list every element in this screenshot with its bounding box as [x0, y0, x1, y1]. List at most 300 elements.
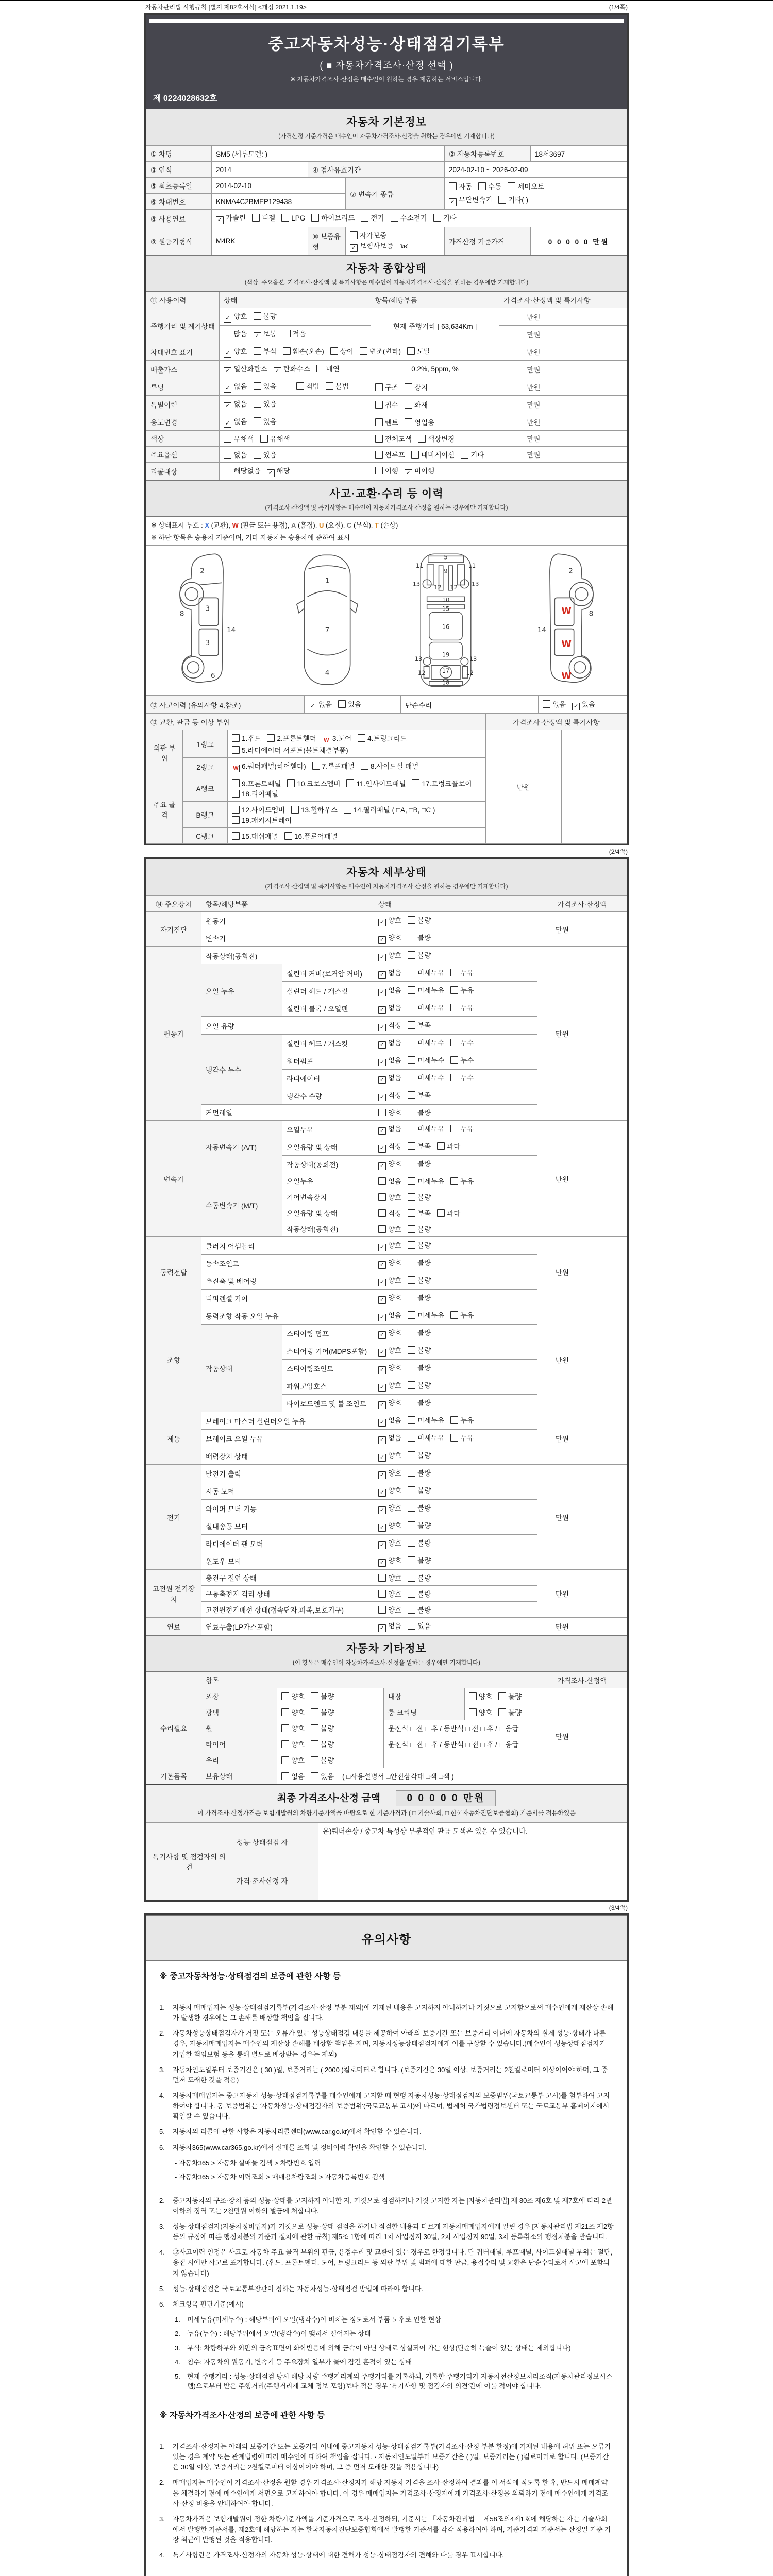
checkbox-12.사이드멤버[interactable]	[232, 806, 240, 814]
checkbox-미이행[interactable]: ✓	[405, 469, 412, 477]
checkbox-13.휠하우스[interactable]	[291, 806, 299, 814]
state-cell	[374, 1618, 537, 1635]
checkbox-불량[interactable]	[498, 1692, 506, 1700]
note-cell	[568, 361, 627, 378]
checkbox-렌트[interactable]	[375, 418, 383, 426]
checkbox-불량[interactable]	[408, 1276, 415, 1284]
checkbox-자동[interactable]	[449, 182, 457, 190]
notice-number: 2.	[159, 2029, 165, 2038]
category-label: 외판 부위	[146, 730, 183, 775]
checkbox-양호[interactable]: ✓	[378, 1401, 386, 1409]
notice-item	[159, 2028, 614, 2059]
notice-subtext: 부식: 차량하부와 외판의 금속표면이 화학반응에 의해 금속이 아닌 상태로 상실되어 가는 현상(단순히 녹슬어 있는 상태는 제외합니다)	[187, 2344, 571, 2352]
option-label: 과다	[447, 1143, 461, 1150]
checkbox-해당없음[interactable]	[224, 467, 231, 474]
section-detail-title: 자동차 세부상태	[346, 867, 427, 878]
option-11.인사이드패널	[346, 778, 406, 788]
legend-line-2: ※ 하단 항목은 승용차 기준이며, 기타 자동차는 승용차에 준하여 표시	[151, 534, 350, 541]
mid-label: 자동변속기 (A/T)	[201, 1121, 282, 1173]
checkbox-없음[interactable]: ✓	[378, 1127, 386, 1135]
notice-number: 4.	[159, 2248, 165, 2257]
option-19.패키지트레이	[232, 815, 292, 825]
option-label: 없음	[388, 987, 402, 994]
checkbox-불량[interactable]	[408, 1486, 415, 1494]
checkbox-매연[interactable]	[316, 365, 324, 372]
checkbox-양호[interactable]: ✓	[378, 1331, 386, 1339]
option-label: 양호	[291, 1709, 305, 1717]
option-label: 미세누유	[417, 1125, 445, 1133]
checkbox-불량[interactable]	[408, 1606, 415, 1614]
checkbox-수동[interactable]	[478, 182, 486, 190]
notice-number: 3.	[159, 2065, 165, 2074]
checkbox-2.프론트휀더[interactable]	[267, 734, 275, 742]
checkbox-있음[interactable]	[408, 1622, 415, 1630]
checkbox-양호[interactable]	[469, 1692, 477, 1700]
checkbox-10.크로스멤버[interactable]	[287, 779, 295, 787]
field-value: 2014	[212, 162, 308, 178]
option-수소전기	[391, 212, 427, 223]
checkbox-기타( )[interactable]	[498, 196, 506, 204]
checkbox-미세누유[interactable]	[408, 1125, 415, 1132]
checkbox-불량[interactable]	[408, 1574, 415, 1582]
checkbox-미세누수[interactable]	[408, 1074, 415, 1081]
checkbox-불량[interactable]	[408, 1329, 415, 1336]
panel-number: 12	[466, 669, 474, 676]
checkbox-양호[interactable]	[281, 1708, 289, 1716]
checkbox-양호[interactable]: ✓	[378, 1162, 386, 1170]
checkbox-있음[interactable]	[254, 451, 261, 459]
checkbox-불량[interactable]	[408, 1556, 415, 1564]
checkbox-불량[interactable]	[408, 1241, 415, 1249]
option-label: 3.도어	[332, 735, 352, 742]
checkbox-침수[interactable]	[375, 401, 383, 409]
option-무단변속기	[449, 194, 492, 206]
checkbox-없음[interactable]: ✓	[378, 1076, 386, 1084]
checkbox-탄화수소[interactable]: ✓	[274, 367, 281, 375]
checkbox-있음[interactable]	[254, 400, 261, 408]
state-cell	[465, 1688, 537, 1704]
checkbox-양호[interactable]: ✓	[378, 936, 386, 944]
option-label: 부족	[417, 1092, 431, 1099]
option-화재	[405, 399, 428, 410]
checkbox-과다[interactable]	[437, 1209, 445, 1217]
checkbox-미세누유[interactable]	[408, 1177, 415, 1185]
checkbox-양호[interactable]: ✓	[378, 1541, 386, 1549]
checkbox-6.쿼터패널(리어휀다)[interactable]: W	[232, 765, 240, 772]
checkbox-가솔린[interactable]: ✓	[216, 216, 224, 224]
checkbox-누수[interactable]	[450, 1039, 458, 1046]
checkbox-누유[interactable]	[450, 1311, 458, 1319]
checkbox-있음[interactable]	[254, 417, 261, 425]
car-diagram-top	[283, 551, 371, 690]
checkbox-하이브리드[interactable]	[311, 214, 319, 222]
option-label: 8.사이드실 패널	[371, 762, 419, 770]
checkbox-변조(변타)[interactable]	[360, 347, 367, 355]
checkbox-불법[interactable]	[326, 382, 333, 390]
checkbox-부족[interactable]	[408, 1021, 415, 1029]
option-2.프론트휀더	[267, 733, 316, 743]
checkbox-불량[interactable]	[311, 1724, 318, 1732]
checkbox-부족[interactable]	[408, 1142, 415, 1150]
checkbox-불량[interactable]	[408, 1504, 415, 1512]
checkbox-5.라디에이터 서포트(볼트체결부품)[interactable]	[232, 746, 240, 754]
option-label: 불량	[417, 1194, 431, 1201]
checkbox-양호[interactable]: ✓	[378, 1279, 386, 1286]
checkbox-3.도어[interactable]: W	[323, 737, 330, 744]
notice-text: 자동차매매업자는 중고자동차 성능·상태점검기록부를 매수인에게 고지할 때 현행 자동차성능·상태점검자의 보증범위(국토교통부 고시)를 첨부하여 고지하여야 합니다. 동 보증범위는 '자동차성능·상태점검자의 보증범위'(국토교통부 고시)에 따르며, 법제처 국가법령정보센터 또는 국토교통부 홈페이지에서 확인할 수 있습니다.	[173, 2091, 610, 2121]
price-cell: 만원	[499, 308, 568, 326]
notice-item	[159, 2550, 614, 2561]
checkbox-불량[interactable]	[408, 1399, 415, 1406]
checkbox-불량[interactable]	[254, 312, 261, 320]
state-cell	[220, 361, 371, 378]
checkbox-불량[interactable]	[408, 1109, 415, 1116]
checkbox-양호[interactable]	[469, 1708, 477, 1716]
table-row	[146, 178, 627, 194]
checkbox-썬루프[interactable]	[375, 451, 383, 459]
checkbox-양호[interactable]: ✓	[378, 919, 386, 926]
state-cell	[374, 1105, 537, 1121]
checkbox-이행[interactable]	[375, 467, 383, 474]
checkbox-수소전기[interactable]	[391, 214, 398, 222]
option-label: 자가보증	[360, 232, 387, 240]
checkbox-양호[interactable]: ✓	[378, 1384, 386, 1392]
checkbox-양호[interactable]	[281, 1692, 289, 1700]
checkbox-없음[interactable]: ✓	[224, 385, 231, 393]
checkbox-양호[interactable]	[281, 1756, 289, 1764]
checkbox-유채색[interactable]	[260, 435, 268, 443]
checkbox-누수[interactable]	[450, 1056, 458, 1064]
checkbox-화재[interactable]	[405, 401, 412, 409]
checkbox-양호[interactable]: ✓	[378, 1454, 386, 1462]
checkbox-4.트렁크리드[interactable]	[358, 734, 365, 742]
checkbox-없음[interactable]	[543, 700, 550, 708]
checkbox-부족[interactable]	[408, 1091, 415, 1099]
item-label: 연료누출(LP가스포함)	[201, 1618, 374, 1635]
checkbox-양호[interactable]	[378, 1225, 386, 1233]
section-accident-title: 사고·교환·수리 등 이력	[329, 488, 444, 500]
panel-number: 7	[325, 625, 330, 634]
checkbox-색상변경[interactable]	[418, 435, 426, 443]
checkbox-없음[interactable]: ✓	[378, 1314, 386, 1321]
final-price-label: 최종 가격조사·산정 금액	[277, 1793, 381, 1804]
checkbox-누유[interactable]	[450, 986, 458, 994]
option-label: 양호	[388, 1160, 402, 1168]
notice-subitem	[175, 2371, 614, 2392]
checkbox-17.트렁크플로어[interactable]	[412, 779, 419, 787]
option-탄화수소	[274, 363, 310, 375]
item-label: 오일 유량	[201, 1017, 374, 1035]
checkbox-상이[interactable]	[330, 347, 338, 355]
checkbox-양호[interactable]: ✓	[378, 1471, 386, 1479]
checkbox-불량[interactable]	[408, 1539, 415, 1547]
option-4.트렁크리드	[358, 733, 407, 743]
checkbox-양호[interactable]: ✓	[378, 1559, 386, 1567]
checkbox-적정[interactable]: ✓	[378, 1024, 386, 1031]
checkbox-불량[interactable]	[408, 1259, 415, 1266]
rank-label: 1랭크	[183, 730, 228, 758]
checkbox-전체도색[interactable]	[375, 435, 383, 443]
checkbox-양호[interactable]	[378, 1109, 386, 1116]
checkbox-장치[interactable]	[405, 383, 412, 391]
checkbox-불량[interactable]	[408, 934, 415, 941]
option-label: 있음	[263, 400, 277, 408]
checkbox-전기[interactable]	[361, 214, 368, 222]
checkbox-불량[interactable]	[408, 1381, 415, 1389]
option-label: 불량	[417, 1539, 431, 1547]
legend-symbol-W: W	[232, 521, 239, 529]
who-label: 가격·조사산정 자	[232, 1861, 318, 1900]
checkbox-없음[interactable]: ✓	[378, 1006, 386, 1014]
checkbox-미세누유[interactable]	[408, 1434, 415, 1442]
notice-item	[159, 2478, 614, 2509]
checkbox-불량[interactable]	[408, 1225, 415, 1233]
checkbox-양호[interactable]: ✓	[378, 954, 386, 961]
checkbox-없음[interactable]: ✓	[309, 703, 316, 710]
state-cell	[374, 1570, 537, 1586]
checkbox-네비게이션[interactable]	[411, 451, 419, 459]
checkbox-불량[interactable]	[408, 1346, 415, 1354]
option-기타( )	[498, 194, 528, 205]
option-양호	[378, 1450, 401, 1462]
checkbox-불량[interactable]	[408, 1193, 415, 1201]
option-label: 불량	[417, 917, 431, 924]
field-label: ⑦ 변속기 종류	[346, 178, 445, 210]
row-label: 색상	[146, 431, 220, 447]
checkbox-양호[interactable]	[281, 1740, 289, 1748]
checkbox-8.사이드실 패널[interactable]	[361, 762, 368, 770]
option-label: 수소전기	[400, 214, 427, 222]
checkbox-있음[interactable]	[254, 382, 261, 390]
checkbox-부식[interactable]	[254, 347, 261, 355]
checkbox-무단변속기[interactable]: ✓	[449, 198, 457, 206]
notice-item	[159, 2065, 614, 2086]
option-label: 있음	[348, 701, 362, 708]
option-label: 양호	[388, 1539, 402, 1547]
checkbox-양호[interactable]: ✓	[378, 1349, 386, 1357]
checkbox-미세누유[interactable]	[408, 969, 415, 976]
checkbox-불량[interactable]	[408, 1451, 415, 1459]
checkbox-양호[interactable]	[281, 1724, 289, 1732]
state-cell	[465, 1704, 537, 1720]
checkbox-LPG[interactable]	[281, 214, 289, 222]
checkbox-불량[interactable]	[408, 916, 415, 924]
option-label: 누유	[460, 1312, 474, 1319]
state-cell	[220, 308, 371, 326]
checkbox-없음[interactable]: ✓	[378, 1419, 386, 1427]
state-cell	[374, 1173, 537, 1189]
checkbox-적정[interactable]	[378, 1209, 386, 1217]
option-불량	[408, 1192, 431, 1202]
checkbox-누유[interactable]	[450, 1125, 458, 1132]
checkbox-세미오토[interactable]	[508, 182, 515, 190]
checkbox-양호[interactable]	[378, 1590, 386, 1598]
checkbox-누수[interactable]	[450, 1074, 458, 1081]
checkbox-1.후드[interactable]	[232, 734, 240, 742]
checkbox-없음[interactable]	[281, 1772, 289, 1780]
checkbox-적법[interactable]	[296, 382, 304, 390]
item-label: 변속기	[201, 929, 374, 947]
checkbox-불량[interactable]	[408, 1160, 415, 1167]
checkbox-적정[interactable]: ✓	[378, 1094, 386, 1101]
checkbox-15.대쉬패널[interactable]	[232, 832, 240, 840]
checkbox-있음[interactable]	[311, 1772, 318, 1780]
item-label: 발전기 출력	[201, 1465, 374, 1482]
checkbox-있음[interactable]	[338, 700, 346, 708]
checkbox-누유[interactable]	[450, 969, 458, 976]
checkbox-불량[interactable]	[408, 1364, 415, 1371]
option-label: 불량	[417, 1487, 431, 1495]
option-label: 많음	[233, 330, 247, 338]
checkbox-불량[interactable]	[408, 1521, 415, 1529]
option-자동	[449, 181, 472, 191]
checkbox-19.패키지트레이[interactable]	[232, 816, 240, 824]
checkbox-양호[interactable]: ✓	[378, 1489, 386, 1497]
option-label: 과다	[447, 1210, 461, 1217]
option-없음	[543, 699, 566, 709]
checkbox-양호[interactable]: ✓	[224, 350, 231, 358]
checkbox-14.필러패널 ( □A, □B, □C )[interactable]	[344, 806, 351, 814]
state-cell	[374, 1602, 537, 1618]
option-label: 양호	[388, 917, 402, 924]
checkbox-양호[interactable]: ✓	[378, 1524, 386, 1532]
checkbox-기타[interactable]	[433, 214, 441, 222]
checkbox-양호[interactable]: ✓	[224, 315, 231, 323]
checkbox-보통[interactable]: ✓	[254, 332, 261, 340]
state-cell	[374, 1017, 537, 1035]
checkbox-미세누유[interactable]	[408, 1311, 415, 1319]
checkbox-불량[interactable]	[311, 1692, 318, 1700]
checkbox-불량[interactable]	[408, 1469, 415, 1477]
checkbox-없음[interactable]	[224, 451, 231, 459]
item-label: 커먼레일	[201, 1105, 374, 1121]
notice-subnumber: 4.	[175, 2358, 180, 2366]
checkbox-7.루프패널[interactable]	[312, 762, 320, 770]
option-label: 상이	[340, 348, 354, 355]
checkbox-없음[interactable]	[378, 1177, 386, 1185]
checkbox-없음[interactable]: ✓	[378, 971, 386, 979]
checkbox-없음[interactable]: ✓	[378, 1624, 386, 1632]
note-cell	[587, 1618, 627, 1635]
checkbox-미세누유[interactable]	[408, 1004, 415, 1011]
checkbox-디젤[interactable]	[252, 214, 260, 222]
checkbox-훼손(오손)[interactable]	[283, 347, 291, 355]
checkbox-무채색[interactable]	[224, 435, 231, 443]
checkbox-불량[interactable]	[408, 1294, 415, 1301]
checkbox-없음[interactable]: ✓	[378, 989, 386, 996]
checkbox-누유[interactable]	[450, 1004, 458, 1011]
checkbox-없음[interactable]: ✓	[378, 1059, 386, 1066]
checkbox-자가보증[interactable]	[350, 231, 358, 239]
section-accident-note: (가격조사·산정액 및 특기사항은 매수인이 자동차가격조사·산정을 원하는 경우에만 기재합니다)	[265, 505, 508, 511]
option-불량	[408, 1520, 431, 1530]
checkbox-양호[interactable]: ✓	[378, 1366, 386, 1374]
option-기타	[433, 212, 457, 223]
checkbox-불량[interactable]	[498, 1708, 506, 1716]
checkbox-해당[interactable]: ✓	[267, 469, 275, 477]
option-label: 적정	[388, 1210, 402, 1217]
checkbox-없음[interactable]: ✓	[224, 420, 231, 428]
checkbox-영업용[interactable]	[405, 418, 412, 426]
checkbox-양호[interactable]: ✓	[378, 1296, 386, 1304]
checkbox-기타[interactable]	[461, 451, 468, 459]
field-value: SM5 (세부모델: )	[212, 146, 445, 162]
checkbox-미세누유[interactable]	[408, 1416, 415, 1424]
checkbox-양호[interactable]	[378, 1606, 386, 1614]
field-label: ⑧ 사용연료	[146, 210, 212, 227]
checkbox-불량[interactable]	[311, 1740, 318, 1748]
checkbox-누유[interactable]	[450, 1416, 458, 1424]
checkbox-불량[interactable]	[311, 1756, 318, 1764]
checkbox-누유[interactable]	[450, 1434, 458, 1442]
checkbox-불량[interactable]	[311, 1708, 318, 1716]
checkbox-부족[interactable]	[408, 1209, 415, 1217]
checkbox-도말[interactable]	[407, 347, 415, 355]
field-label: 가격산정 기준가격	[445, 227, 531, 255]
checkbox-없음[interactable]: ✓	[378, 1436, 386, 1444]
checkbox-과다[interactable]	[437, 1142, 445, 1150]
checkbox-없음[interactable]: ✓	[224, 402, 231, 410]
option-label: 있음	[582, 701, 596, 708]
checkbox-보험사보증[interactable]: ✓	[350, 244, 358, 252]
option-있음	[572, 699, 595, 710]
checkbox-미세누유[interactable]	[408, 986, 415, 994]
option-label: 없음	[388, 1312, 402, 1319]
option-label: 화재	[414, 401, 428, 409]
checkbox-양호[interactable]: ✓	[378, 1506, 386, 1514]
checkbox-16.플로어패널[interactable]	[284, 832, 292, 840]
option-불량	[408, 1107, 431, 1117]
car-diagram-side-left	[164, 551, 252, 690]
note-cell	[587, 1307, 627, 1412]
item-label: 동력조향 작동 오일 누유	[201, 1307, 374, 1325]
price-cell: 만원	[537, 1465, 587, 1570]
checkbox-불량[interactable]	[408, 951, 415, 959]
option-label: 미이행	[414, 467, 435, 475]
option-누수	[450, 1037, 474, 1047]
checkbox-9.프론트패널[interactable]	[232, 779, 240, 787]
option-불량	[408, 1555, 431, 1565]
item-label: 내장	[384, 1688, 465, 1704]
option-있음	[254, 449, 277, 460]
checkbox-적정[interactable]: ✓	[378, 1145, 386, 1153]
state-cell	[374, 1087, 537, 1105]
field-value: 0 0 0 0 0 만원	[531, 227, 627, 255]
checkbox-있음[interactable]: ✓	[572, 703, 580, 710]
option-label: 13.휠하우스	[300, 806, 338, 814]
checkbox-18.리어패널[interactable]	[232, 790, 240, 798]
checkbox-양호[interactable]: ✓	[378, 1261, 386, 1269]
checkbox-양호[interactable]	[378, 1193, 386, 1201]
checkbox-적음[interactable]	[283, 330, 291, 337]
option-미이행	[405, 465, 434, 477]
checkbox-미세누수[interactable]	[408, 1039, 415, 1046]
document-number: 제 0224028632호	[153, 94, 217, 103]
checkbox-11.인사이드패널[interactable]	[346, 779, 354, 787]
option-양호	[378, 1467, 401, 1479]
checkbox-불량[interactable]	[408, 1590, 415, 1598]
checkbox-없음[interactable]: ✓	[378, 1041, 386, 1049]
checkbox-누유[interactable]	[450, 1177, 458, 1185]
checkbox-미세누수[interactable]	[408, 1056, 415, 1064]
checkbox-구조[interactable]	[375, 383, 383, 391]
checkbox-일산화탄소[interactable]: ✓	[224, 367, 231, 375]
option-label: 양호	[388, 1504, 402, 1512]
checkbox-양호[interactable]	[378, 1574, 386, 1582]
option-label: 무단변속기	[459, 196, 493, 204]
checkbox-많음[interactable]	[224, 330, 231, 337]
checkbox-양호[interactable]: ✓	[378, 1244, 386, 1251]
